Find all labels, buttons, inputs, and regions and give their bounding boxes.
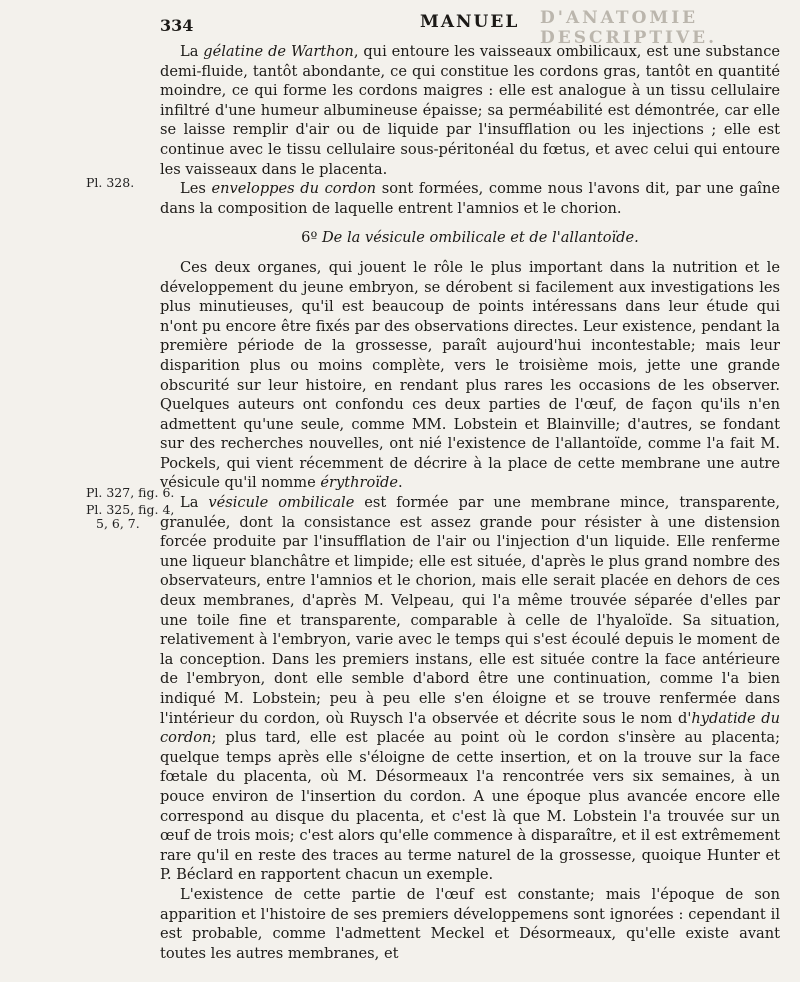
margin-note-plate-325-figs: 5, 6, 7. bbox=[96, 516, 140, 531]
paragraph-deux-organes: Ces deux organes, qui jouent le rôle le plus important dans la nutrition et le développement du jeune embryon, se dérobent si facilement aux investigations les plus minutieuses, qu'il est beaucoup de points intéressans dans leur étude qui n'ont pu encore être fixés par des observations directes. Leur existence, pendant la première période de la grossesse, paraît aujourd'hui incontestable; mais leur disparition plus ou moins complète, vers le troisième mois, jette une grande obscurité sur leur histoire, en rendant plus rares les occasions de les observer. Quelques auteurs ont confondu ces deux parties de l'œuf, de façon qu'ils n'en admettent qu'une seule, comme MM. Lobstein et Blainville; d'autres, se fondant sur des recherches nouvelles, ont nié l'existence de l'allantoïde, comme l'a fait M. Pockels, qui vient récemment de décrire à la place de cette membrane une autre vésicule qu'il nomme érythroïde. bbox=[160, 258, 780, 492]
margin-note-plate-325: Pl. 325, fig. 4, bbox=[86, 502, 175, 517]
paragraph-gelatine: La gélatine de Warthon, qui entoure les vaisseaux ombilicaux, est une substance demi-fluide, tantôt abondante, ce qui constitue les cordons gras, tantôt en quantité moindre, ce qui forme les cordons maigres : elle est analogue à un tissu cellulaire infiltré d'une humeur albumineuse épaisse; sa perméabilité est démontrée, car elle se laisse remplir d'air ou de liquide par l'insufflation ou les injections ; elle est continue avec le tissu cellulaire sous-péritonéal du fœtus, et avec celui qui entoure les vaisseaux dans le placenta. bbox=[160, 43, 781, 178]
text-column bbox=[160, 42, 780, 963]
paragraph-existence: L'existence de cette partie de l'œuf est constante; mais l'époque de son apparition et l'histoire de ses premiers développemens sont ignorées : cependant il est probable, comme l'admettent Meckel et Désormeaux, qu'elle existe avant toutes les autres membranes, et bbox=[160, 885, 780, 962]
margin-note-plate-328: Pl. 328. bbox=[86, 175, 135, 190]
paragraph-enveloppes: Les enveloppes du cordon sont formées, comme nous l'avons dit, par une gaîne dans la composition de laquelle entrent l'amnios et le chorion. bbox=[160, 180, 780, 217]
page-number: 334 bbox=[160, 16, 194, 35]
paragraph-vesicule-ombilicale: La vésicule ombilicale est formée par une membrane mince, transparente, granulée, dont la consistance est assez grande pour résister à une distension forcée produite par l'insufflation de l'air ou l'injection d'un liquide. Elle renferme une liqueur blanchâtre et limpide; elle est située, d'après le plus grand nombre des observateurs, entre l'amnios et le chorion, mais elle serait placée en dehors de ces deux membranes, d'après M. Velpeau, qui l'a même trouvée séparée d'elles par une toile fine et transparente, comparable à celle de l'hyaloïde. Sa situation, relativement à l'embryon, varie avec le temps qui s'est écoulé depuis le moment de la conception. Dans les premiers instans, elle est située contre la face antérieure de l'embryon, dont elle semble d'abord être une continuation, comme l'a bien indiqué M. Lobstein; peu à peu elle s'en éloigne et se trouve renfermée dans l'intérieur du cordon, où Ruysch l'a observée et décrite sous le nom d'hydatide du cordon; plus tard, elle est placée au point où le cordon s'insère au placenta; quelque temps après elle s'éloigne de cette insertion, et on la trouve sur la face fœtale du placenta, où M. Désormeaux l'a rencontrée vers six semaines, à un pouce environ de l'insertion du cordon. A une époque plus avancée encore elle correspond au disque du placenta, et c'est là que M. Lobstein l'a trouvée sur un œuf de trois mois; c'est alors qu'elle commence à disparaître, et il est extrêmement rare qu'il en reste des traces au terme naturel de la grossesse, quoique Hunter et P. Béclard en rapportent chacun un exemple. bbox=[160, 494, 781, 884]
bleed-through-title: D'ANATOMIE DESCRIPTIVE. bbox=[540, 8, 718, 48]
running-title: MANUEL bbox=[420, 12, 520, 32]
margin-note-plate-327: Pl. 327, fig. 6. bbox=[86, 485, 175, 500]
section-heading: 6º De la vésicule ombilicale et de l'allantoïde. bbox=[301, 229, 639, 247]
